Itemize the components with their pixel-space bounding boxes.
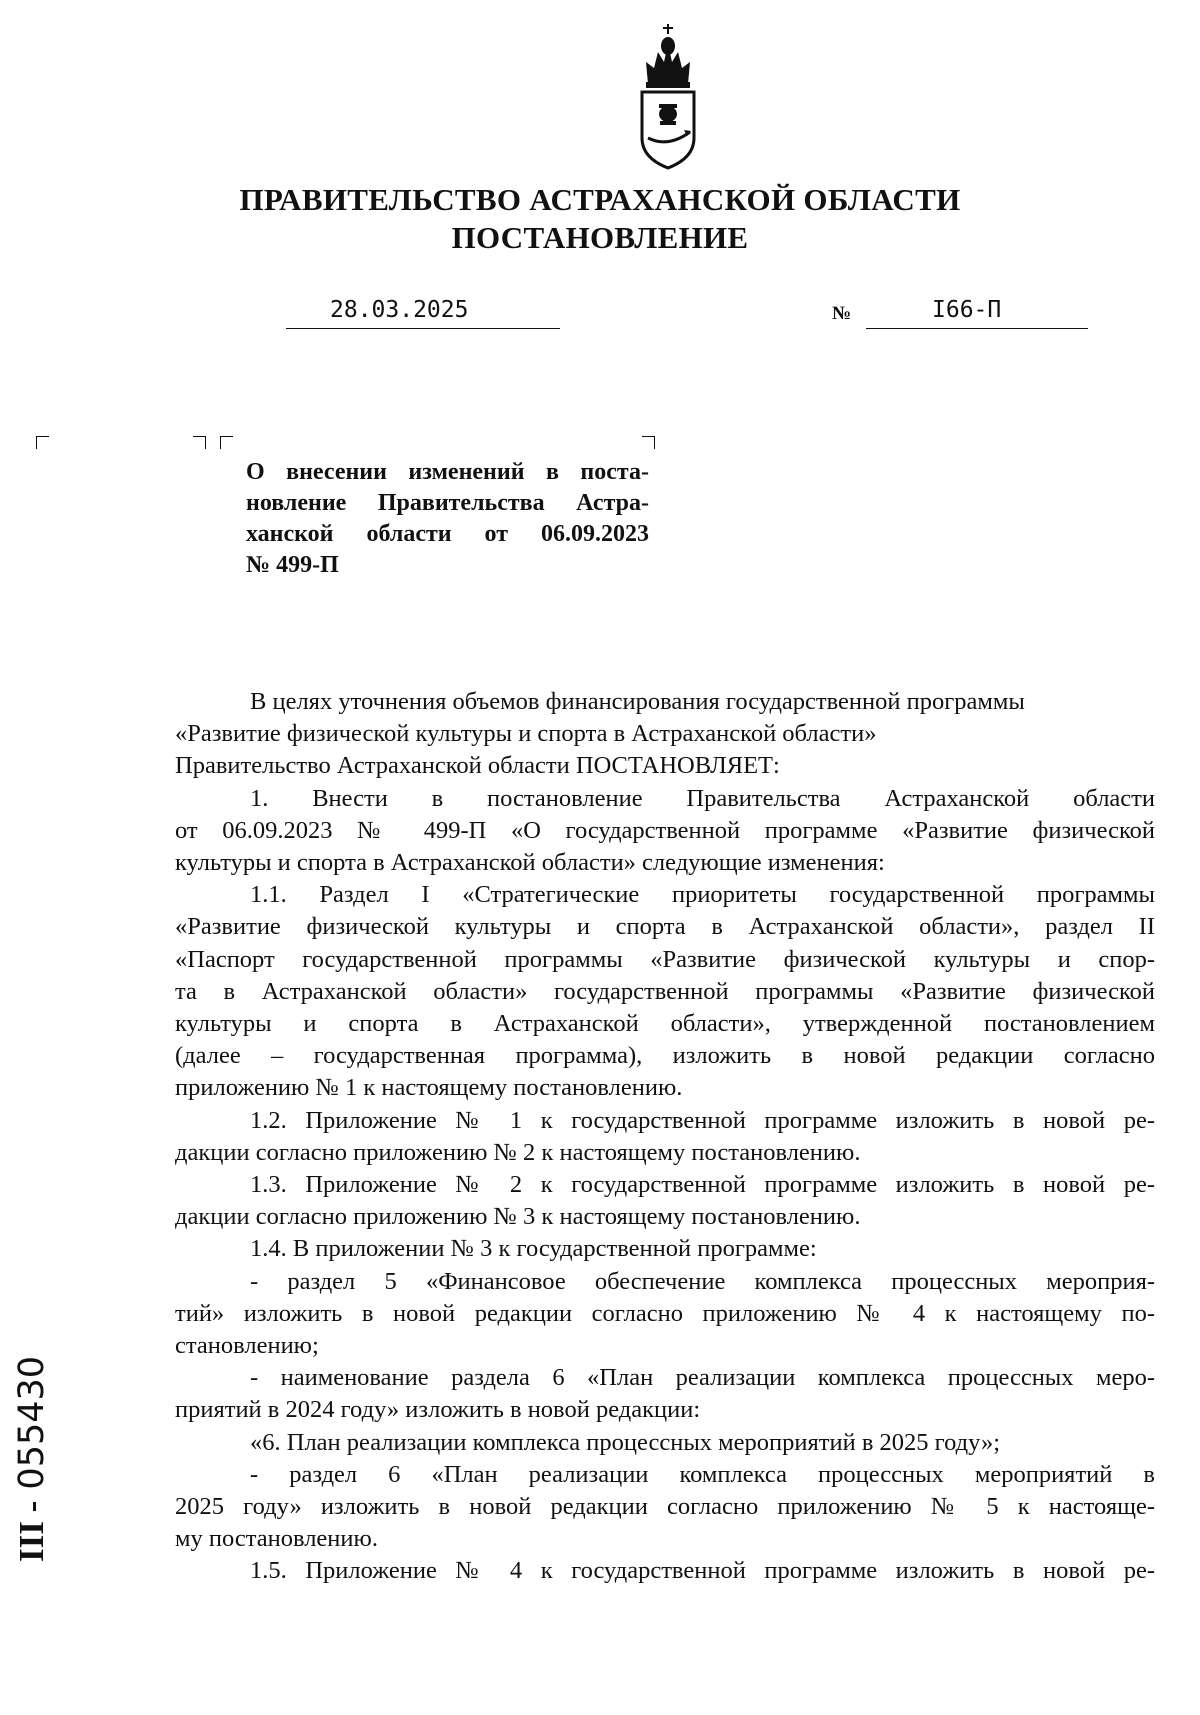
corner-mark [36, 436, 49, 449]
document-title [246, 457, 649, 581]
organization-heading: ПРАВИТЕЛЬСТВО АСТРАХАНСКОЙ ОБЛАСТИ [239, 182, 961, 217]
date-underline [286, 328, 560, 329]
body-line: му постановлению. [175, 1525, 378, 1553]
corner-mark [220, 436, 233, 449]
body-line: 1.2. Приложение № 1 к государственной программе изложить в новой ре- [250, 1106, 1155, 1134]
body-line: 1.4. В приложении № 3 к государственной программе: [250, 1235, 817, 1263]
body-line: та в Астраханской области» государственной программы «Развитие физической [175, 977, 1155, 1005]
body-line: приятий в 2024 году» изложить в новой редакции: [175, 1396, 701, 1424]
body-line: дакции согласно приложению № 2 к настоящему постановлению. [175, 1138, 861, 1166]
body-line: «Паспорт государственной программы «Развитие физической культуры и спор- [175, 945, 1155, 973]
body-line: 1.5. Приложение № 4 к государственной программе изложить в новой ре- [250, 1557, 1155, 1585]
corner-mark [193, 436, 206, 449]
title-line: новление Правительства Астра- [246, 490, 649, 516]
document-type-heading: ПОСТАНОВЛЕНИЕ [451, 220, 749, 255]
corner-mark [642, 436, 655, 449]
title-line: О внесении изменений в поста- [246, 459, 649, 485]
body-line: культуры и спорта в Астраханской области», утвержденной постановлением [175, 1010, 1155, 1038]
body-line: 2025 году» изложить в новой редакции согласно приложению № 5 к настояще- [175, 1493, 1155, 1521]
title-line: ханской области от 06.09.2023 [246, 521, 649, 547]
document-date: 28.03.2025 [330, 297, 469, 323]
number-sign: № [832, 303, 852, 324]
body-line: - наименование раздела 6 «План реализации комплекса процессных меро- [250, 1364, 1155, 1392]
document-number: I66-П [932, 297, 1002, 323]
serial-digits: 055430 [12, 1355, 52, 1490]
body-line: - раздел 5 «Финансовое обеспечение комплекса процессных мероприя- [250, 1267, 1155, 1295]
document-body [175, 686, 1155, 1588]
number-underline [866, 328, 1088, 329]
body-line: (далее – государственная программа), изложить в новой редакции согласно [175, 1042, 1155, 1070]
body-line: тий» изложить в новой редакции согласно приложению № 4 к настоящему по- [175, 1299, 1155, 1327]
body-line: «Развитие физической культуры и спорта в Астраханской области» [175, 720, 877, 748]
body-line: В целях уточнения объемов финансирования государственной программы [250, 688, 1025, 715]
title-line: № 499-П [246, 552, 339, 578]
body-line: 1.1. Раздел I «Стратегические приоритеты государственной программы [250, 881, 1155, 909]
body-line: 1. Внести в постановление Правительства Астраханской области [250, 784, 1155, 812]
body-line: 1.3. Приложение № 2 к государственной программе изложить в новой ре- [250, 1171, 1155, 1199]
coat-of-arms-emblem [634, 22, 702, 170]
body-line: дакции согласно приложению № 3 к настоящему постановлению. [175, 1203, 861, 1231]
body-line: Правительство Астраханской области ПОСТАНОВЛЯЕТ: [175, 752, 780, 780]
body-line: - раздел 6 «План реализации комплекса процессных мероприятий в [250, 1460, 1155, 1488]
body-line: становлению; [175, 1332, 319, 1360]
body-line: «6. План реализации комплекса процессных мероприятий в 2025 году»; [250, 1428, 1001, 1456]
form-serial-number [12, 1356, 52, 1562]
body-line: приложению № 1 к настоящему постановлению. [175, 1074, 683, 1102]
serial-prefix: ІІІ - [12, 1500, 51, 1562]
body-line: культуры и спорта в Астраханской области» следующие изменения: [175, 849, 885, 877]
body-line: «Развитие физической культуры и спорта в Астраханской области», раздел II [175, 913, 1155, 941]
body-line: от 06.09.2023 № 499-П «О государственной программе «Развитие физической [175, 816, 1155, 844]
